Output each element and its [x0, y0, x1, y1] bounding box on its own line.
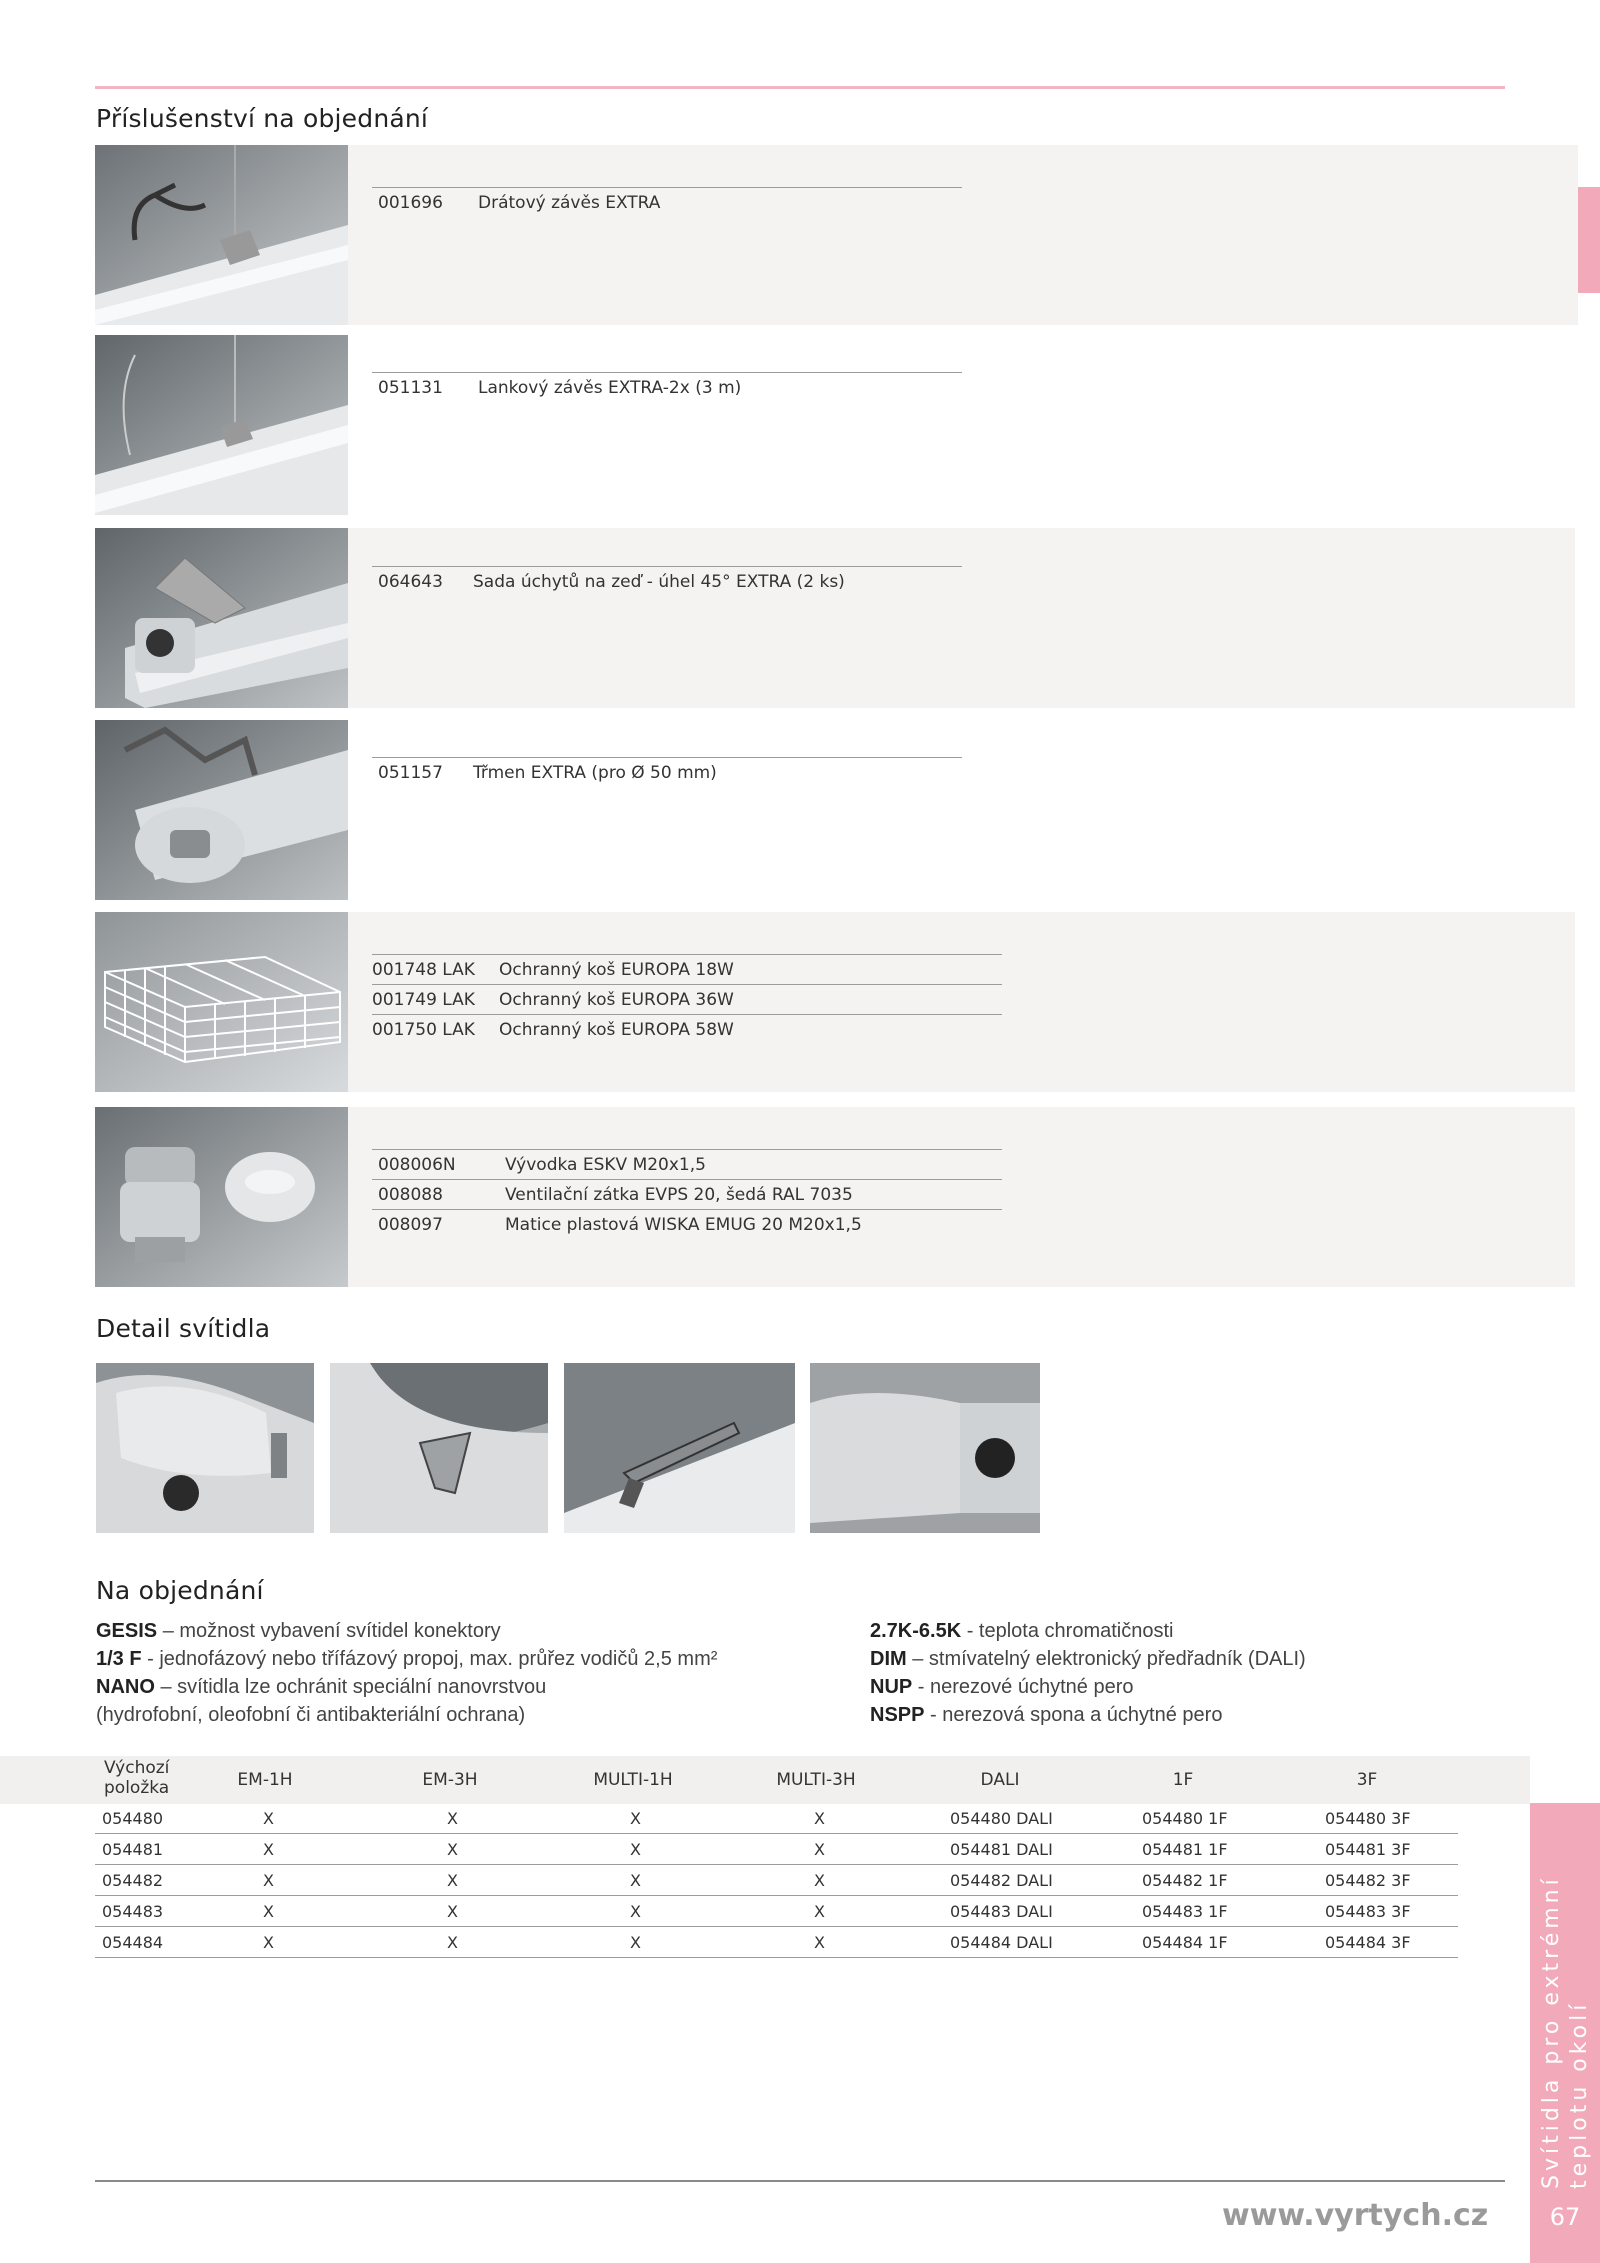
accessory-name: Ochranný koš EUROPA 18W — [499, 959, 734, 980]
header-3f: 3F — [1356, 1770, 1378, 1790]
legend-item — [96, 1645, 856, 1673]
legend-item — [870, 1701, 1430, 1729]
cell-1f: 054480 1F — [1142, 1809, 1228, 1828]
accessory-row — [95, 335, 1578, 515]
order-legend-left — [96, 1617, 856, 1729]
accessory-code: 064643 — [378, 571, 443, 592]
detail-heading: Detail svítidla — [96, 1314, 271, 1343]
accessory-name: Drátový závěs EXTRA — [478, 192, 661, 213]
legend-desc: – svítidla lze ochránit speciální nanovrstvou — [154, 1676, 547, 1698]
cell-item: 054480 — [102, 1809, 164, 1828]
accessory-name: Vývodka ESKV M20x1,5 — [505, 1154, 706, 1175]
accessory-code: 001748 LAK — [372, 959, 475, 980]
accessory-code: 008088 — [378, 1184, 443, 1205]
legend-desc: - nerezové úchytné pero — [912, 1676, 1134, 1698]
legend-term: 2.7K-6.5K — [870, 1620, 962, 1642]
legend-desc: - nerezová spona a úchytné pero — [924, 1704, 1223, 1726]
cell-dali: 054480 DALI — [950, 1809, 1053, 1828]
legend-desc: - jednofázový nebo třífázový propoj, max. průřez vodičů 2,5 mm² — [141, 1648, 718, 1670]
accessory-name: Matice plastová WISKA EMUG 20 M20x1,5 — [505, 1214, 862, 1235]
legend-item — [870, 1645, 1430, 1673]
cell-em1h: X — [263, 1933, 274, 1952]
cell-1f: 054481 1F — [1142, 1840, 1228, 1859]
accessory-name: Sada úchytů na zeď - úhel 45° EXTRA (2 ks) — [473, 571, 845, 592]
header-em3h: EM-3H — [422, 1770, 478, 1790]
legend-item — [870, 1673, 1430, 1701]
cell-em1h: X — [263, 1902, 274, 1921]
cell-multi3h: X — [814, 1933, 825, 1952]
accessory-name: Ochranný koš EUROPA 58W — [499, 1019, 734, 1040]
clamp-photo — [95, 720, 348, 900]
header-multi3h: MULTI-3H — [776, 1770, 856, 1790]
header-line: Výchozí — [104, 1758, 170, 1778]
accessory-code: 008097 — [378, 1214, 443, 1235]
accessory-row — [95, 720, 1575, 900]
accessory-item — [372, 1179, 1002, 1209]
accessory-code: 001696 — [378, 192, 443, 213]
accessory-item — [372, 1014, 1002, 1044]
cell-3f: 054483 3F — [1325, 1902, 1411, 1921]
header-line: položka — [104, 1778, 170, 1798]
cell-dali: 054483 DALI — [950, 1902, 1053, 1921]
cell-item: 054483 — [102, 1902, 164, 1921]
order-heading: Na objednání — [96, 1576, 264, 1605]
cell-dali: 054484 DALI — [950, 1933, 1053, 1952]
cell-1f: 054483 1F — [1142, 1902, 1228, 1921]
accessory-code: 008006N — [378, 1154, 456, 1175]
cell-3f: 054484 3F — [1325, 1933, 1411, 1952]
cell-dali: 054481 DALI — [950, 1840, 1053, 1859]
accessory-item — [372, 1149, 1002, 1179]
legend-term: GESIS — [96, 1620, 158, 1642]
legend-term: 1/3 F — [96, 1648, 142, 1670]
cell-em3h: X — [447, 1809, 458, 1828]
page-number: 67 — [1549, 2203, 1581, 2231]
cell-em3h: X — [447, 1933, 458, 1952]
header-dali: DALI — [980, 1770, 1020, 1790]
cell-em1h: X — [263, 1840, 274, 1859]
accessory-row — [95, 912, 1575, 1092]
section-sidebar — [1530, 1803, 1600, 2263]
legend-term: DIM — [870, 1648, 907, 1670]
accessory-name: Třmen EXTRA (pro Ø 50 mm) — [473, 762, 717, 783]
wall-bracket-photo — [95, 528, 348, 708]
order-legend-right — [870, 1617, 1430, 1729]
accessory-code: 001749 LAK — [372, 989, 475, 1010]
accessory-name: Lankový závěs EXTRA-2x (3 m) — [478, 377, 742, 398]
header-1f: 1F — [1172, 1770, 1194, 1790]
table-row — [95, 1803, 1458, 1834]
footer-website: www.vyrtych.cz — [1222, 2198, 1489, 2233]
cell-em3h: X — [447, 1871, 458, 1890]
cell-multi1h: X — [630, 1902, 641, 1921]
legend-term: NUP — [870, 1676, 913, 1698]
cell-3f: 054482 3F — [1325, 1871, 1411, 1890]
legend-item — [96, 1673, 856, 1701]
cell-3f: 054481 3F — [1325, 1840, 1411, 1859]
accessory-code: 051157 — [378, 762, 443, 783]
legend-item — [96, 1617, 856, 1645]
legend-term: NSPP — [870, 1704, 925, 1726]
variant-table-header — [0, 1756, 1530, 1804]
header-multi1h: MULTI-1H — [593, 1770, 673, 1790]
legend-term: NANO — [96, 1676, 155, 1698]
cell-multi1h: X — [630, 1871, 641, 1890]
legend-item — [870, 1617, 1430, 1645]
table-row — [95, 1896, 1458, 1927]
accessory-item — [372, 757, 962, 787]
accessory-name: Ochranný koš EUROPA 36W — [499, 989, 734, 1010]
sidebar-line: Svítidla pro extrémní — [1539, 1875, 1564, 2189]
legend-desc: – stmívatelný elektronický předřadník (DALI) — [906, 1648, 1306, 1670]
cell-multi1h: X — [630, 1840, 641, 1859]
accessory-item — [372, 566, 962, 596]
sidebar-line: teplotu okolí — [1567, 2000, 1592, 2189]
bottom-divider — [95, 2180, 1505, 2182]
cell-multi1h: X — [630, 1809, 641, 1828]
detail-photo-clip — [330, 1363, 548, 1533]
cell-em3h: X — [447, 1902, 458, 1921]
cell-1f: 054482 1F — [1142, 1871, 1228, 1890]
cell-multi3h: X — [814, 1902, 825, 1921]
cable-gland-photo — [95, 1107, 348, 1287]
top-divider — [95, 86, 1505, 89]
table-row — [95, 1834, 1458, 1865]
wire-hanger-photo — [95, 145, 348, 325]
cell-1f: 054484 1F — [1142, 1933, 1228, 1952]
accessory-item — [372, 372, 962, 402]
accessory-item — [372, 954, 1002, 984]
legend-desc: – možnost vybavení svítidel konektory — [157, 1620, 501, 1642]
cell-item: 054481 — [102, 1840, 164, 1859]
detail-photo-bracket — [564, 1363, 795, 1533]
legend-item — [96, 1701, 856, 1729]
cell-item: 054482 — [102, 1871, 164, 1890]
cell-em3h: X — [447, 1840, 458, 1859]
accessory-item — [372, 984, 1002, 1014]
cell-multi3h: X — [814, 1809, 825, 1828]
accessory-code: 001750 LAK — [372, 1019, 475, 1040]
accessory-name: Ventilační zátka EVPS 20, šedá RAL 7035 — [505, 1184, 853, 1205]
cell-multi3h: X — [814, 1840, 825, 1859]
cell-item: 054484 — [102, 1933, 164, 1952]
cell-em1h: X — [263, 1809, 274, 1828]
table-row — [95, 1865, 1458, 1896]
header-base-item — [104, 1758, 169, 1798]
cell-3f: 054480 3F — [1325, 1809, 1411, 1828]
detail-photo-end-cap — [96, 1363, 314, 1533]
accessory-row — [95, 1107, 1575, 1287]
section-sidebar-title — [1538, 1849, 1594, 2189]
accessory-item — [372, 187, 962, 217]
header-em1h: EM-1H — [237, 1770, 293, 1790]
legend-desc: (hydrofobní, oleofobní či antibakteriální ochrana) — [96, 1704, 526, 1726]
table-row — [95, 1927, 1458, 1958]
accessory-row — [95, 145, 1578, 325]
accessory-item — [372, 1209, 1002, 1239]
protective-cage-photo — [95, 912, 348, 1092]
cell-multi3h: X — [814, 1871, 825, 1890]
cell-dali: 054482 DALI — [950, 1871, 1053, 1890]
accessory-row — [95, 528, 1575, 708]
cell-multi1h: X — [630, 1933, 641, 1952]
accessory-code: 051131 — [378, 377, 443, 398]
detail-photo-side-view — [810, 1363, 1040, 1533]
legend-desc: - teplota chromatičnosti — [961, 1620, 1174, 1642]
cable-hanger-photo — [95, 335, 348, 515]
accessories-heading: Příslušenství na objednání — [96, 104, 429, 133]
cell-em1h: X — [263, 1871, 274, 1890]
